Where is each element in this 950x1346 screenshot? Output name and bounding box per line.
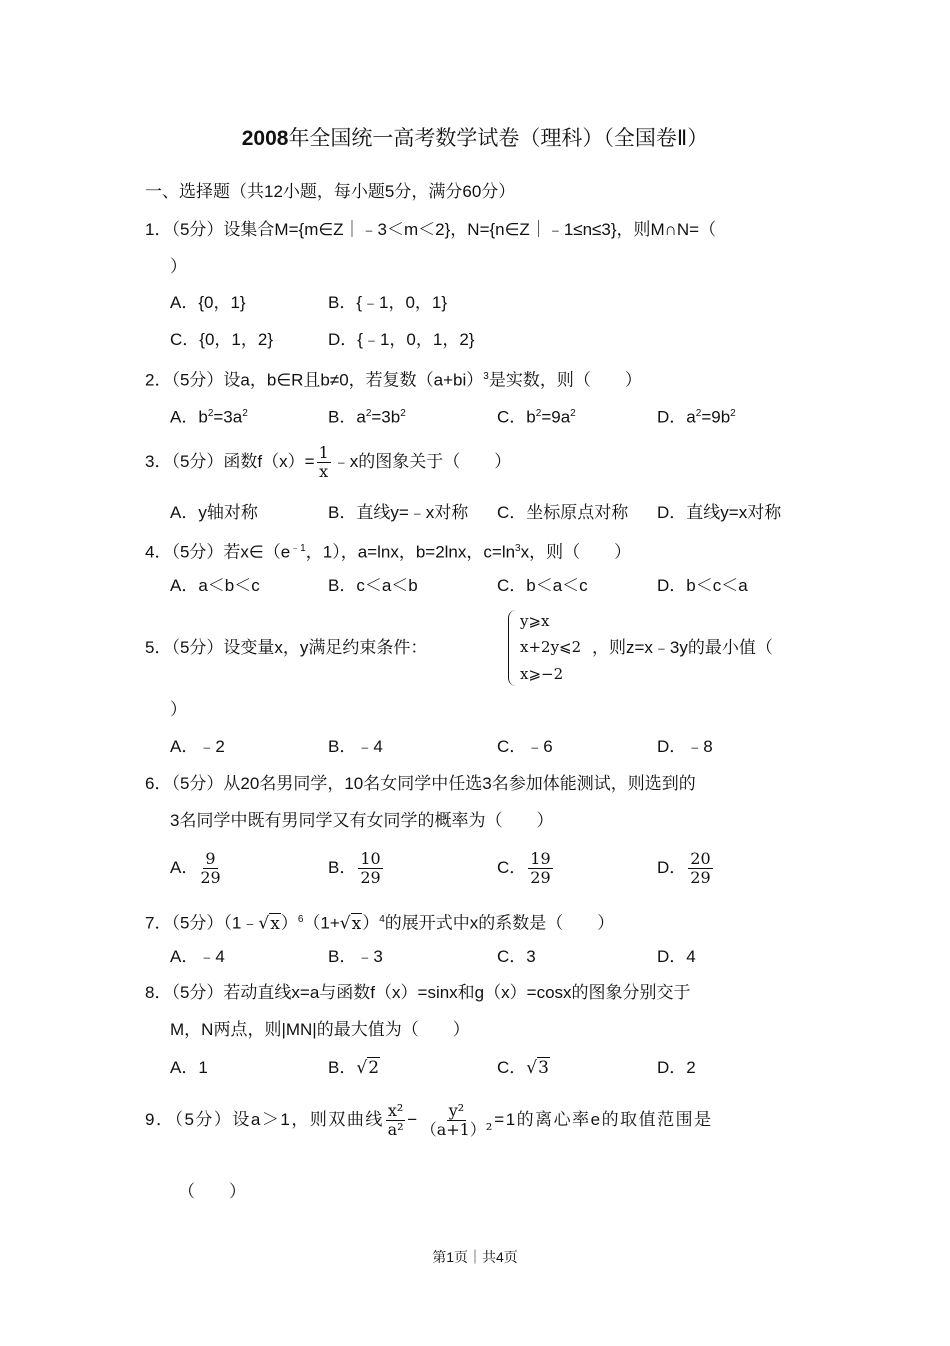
q-number: 4． <box>145 542 172 562</box>
q-text-cont: （ ） <box>178 1182 246 1201</box>
opt-text: 2 <box>686 1058 696 1077</box>
denominator: a² <box>387 1120 404 1140</box>
opt-label: D． <box>657 407 687 427</box>
q-text: （5分）若动直线x=a与函数f（x）=sinx和g（x）=cosx的图象分别交于 <box>171 983 691 1002</box>
q-text: （5分）设a，b∈R且b≠0，若复数（a+bi） <box>171 370 484 390</box>
q-number: 6． <box>145 774 172 793</box>
option-b <box>328 1057 380 1079</box>
option-d: D．{﹣1，0，1，2} <box>328 330 475 349</box>
q-number: 2． <box>145 370 172 390</box>
q-text: （5分）（1﹣ <box>171 913 259 933</box>
opt-label: C． <box>497 407 527 427</box>
fraction <box>421 1102 493 1139</box>
denominator: （a+1）² <box>420 1120 493 1140</box>
q-text: （5分）设变量x，y满足约束条件： <box>171 638 428 657</box>
title-text: 年全国统一高考数学试卷（理科）（全国卷Ⅱ） <box>288 127 709 150</box>
q-text: （5分）若x∈（e <box>171 542 291 562</box>
option-a: A．a＜b＜c <box>170 576 260 595</box>
option-a: A．{0，1} <box>170 293 246 312</box>
q-number: 9． <box>145 1110 175 1129</box>
radicand: x <box>351 913 362 934</box>
q-number: 3． <box>145 452 172 471</box>
option-d <box>657 1057 696 1079</box>
denominator: 29 <box>690 868 711 888</box>
option-c <box>497 1057 550 1079</box>
denominator: x <box>319 462 329 482</box>
opt-label: C． <box>497 858 527 877</box>
superscript: 2 <box>570 408 576 419</box>
opt-text: b <box>198 407 208 427</box>
opt-label: A． <box>170 858 199 877</box>
superscript: 4 <box>379 914 385 925</box>
constraint-2: x+2y⩽2 <box>520 638 582 656</box>
superscript: 2 <box>695 408 702 419</box>
denominator: 29 <box>360 868 381 888</box>
q-text: 的离心率e的取值范围是 <box>516 1110 713 1129</box>
numerator: 10 <box>360 849 381 869</box>
opt-label: D． <box>657 1058 687 1077</box>
q-number: 5． <box>145 638 172 657</box>
q-text: ﹣x的图象关于（ ） <box>332 452 512 471</box>
option-d: D．﹣8 <box>657 737 713 756</box>
option-c: C．{0，1，2} <box>170 330 273 349</box>
superscript: 2 <box>535 408 542 419</box>
numerator: 1 <box>318 443 329 463</box>
title-year: 2008 <box>241 127 289 150</box>
denominator: 29 <box>200 868 221 888</box>
opt-label: C． <box>497 1058 527 1077</box>
superscript: 2 <box>242 408 248 419</box>
option-d: D．4 <box>657 947 696 966</box>
question-9 <box>145 1100 713 1140</box>
sqrt: √x <box>339 913 362 934</box>
option-a: A．﹣2 <box>170 737 225 756</box>
opt-text: a <box>686 407 696 427</box>
q-text: ，1），a=lnx，b=2lnx，c=ln <box>305 542 516 562</box>
q-text: （5分）设集合M={m∈Z｜﹣3＜m＜2}，N={n∈Z｜﹣1≤n≤3}，则M∩N=（ <box>171 220 717 239</box>
radicand: 2 <box>368 1058 380 1078</box>
equals: =1 <box>494 1110 517 1129</box>
option-b: B．﹣4 <box>328 737 383 756</box>
option-d <box>657 403 736 429</box>
opt-label: B． <box>328 407 357 427</box>
option-c: C．﹣6 <box>497 737 553 756</box>
brace-symbol <box>508 610 519 686</box>
page-title <box>0 128 950 150</box>
opt-label: D． <box>657 858 687 877</box>
numerator: x² <box>387 1101 404 1121</box>
option-b: B．直线y=﹣x对称 <box>328 503 469 522</box>
question-7 <box>145 909 614 935</box>
q-text: ） <box>280 913 298 933</box>
option-b: B．{﹣1，0，1} <box>328 293 448 312</box>
superscript: ﹣1 <box>290 543 306 554</box>
option-b <box>328 848 385 888</box>
superscript: 2 <box>730 408 736 419</box>
opt-text: 1 <box>198 1058 208 1077</box>
numerator: 9 <box>205 849 216 869</box>
constraint-3: x⩾−2 <box>520 665 564 683</box>
minus-sign: − <box>407 1110 419 1129</box>
q-text-cont: ） <box>170 257 187 276</box>
q-number: 1． <box>145 220 172 239</box>
opt-text: a <box>356 407 366 427</box>
option-a <box>170 1057 208 1079</box>
question-8 <box>145 982 691 1004</box>
q-number: 8． <box>145 983 172 1002</box>
q-text: 是实数，则（ ） <box>488 370 642 390</box>
fraction <box>317 444 331 481</box>
question-1 <box>145 219 716 241</box>
opt-text: =9a <box>541 407 571 427</box>
opt-text: b <box>526 407 536 427</box>
option-d: D．b＜c＜a <box>657 576 748 595</box>
superscript: 2 <box>400 408 406 419</box>
q-text: ，则z=x﹣3y的最小值（ <box>592 638 773 657</box>
opt-label: B． <box>328 858 357 877</box>
superscript: 3 <box>515 543 521 554</box>
option-a <box>170 848 223 888</box>
option-c <box>497 403 576 429</box>
opt-text: =9b <box>701 407 731 427</box>
question-3 <box>145 442 511 482</box>
option-c: C．坐标原点对称 <box>497 503 629 522</box>
opt-text: =3b <box>371 407 401 427</box>
q-number: 7． <box>145 913 172 933</box>
numerator: y² <box>448 1101 465 1121</box>
fraction <box>688 850 712 887</box>
fraction <box>386 1102 405 1139</box>
q-text-cont: ） <box>170 700 187 719</box>
option-b: B．c＜a＜b <box>328 576 418 595</box>
q-text-cont: 3名同学中既有男同学又有女同学的概率为（ ） <box>170 811 554 830</box>
q-text: （5分）函数f（x）= <box>171 452 315 471</box>
section-heading: 一、选择题（共12小题，每小题5分，满分60分） <box>145 182 516 201</box>
option-d: D．直线y=x对称 <box>657 503 782 522</box>
fraction <box>358 850 382 887</box>
numerator: 19 <box>530 849 551 869</box>
sqrt: √x <box>258 913 280 934</box>
q-text: x，则（ ） <box>520 542 632 562</box>
q-text-cont: M，N两点，则|MN|的最大值为（ ） <box>170 1020 470 1039</box>
page-footer: 第1页｜共4页 <box>432 1249 518 1265</box>
option-a: A．﹣4 <box>170 947 225 966</box>
option-b <box>328 403 406 429</box>
radicand: 3 <box>538 1058 549 1078</box>
opt-label: A． <box>170 1058 199 1077</box>
option-c: C．b＜a＜c <box>497 576 588 595</box>
superscript: 2 <box>365 408 372 419</box>
question-2 <box>145 366 642 392</box>
option-a <box>170 403 248 429</box>
q-text: ） <box>362 913 380 933</box>
superscript: 2 <box>207 408 214 419</box>
option-c <box>497 848 555 888</box>
constraint-1: y⩾x <box>520 612 550 630</box>
q-text: 的展开式中x的系数是（ ） <box>384 913 615 933</box>
option-b: B．﹣3 <box>328 947 383 966</box>
q-text: （1+ <box>303 913 340 933</box>
radicand: x <box>270 913 280 934</box>
opt-text: =3a <box>213 407 243 427</box>
question-5 <box>145 637 427 659</box>
question-4 <box>145 538 631 564</box>
option-a: A．y轴对称 <box>170 503 258 522</box>
fraction <box>528 850 552 887</box>
option-d <box>657 848 715 888</box>
sqrt: √2 <box>356 1058 380 1078</box>
sqrt: √3 <box>526 1058 549 1078</box>
option-c: C．3 <box>497 947 536 966</box>
question-6 <box>145 773 696 795</box>
opt-label: B． <box>328 1058 357 1077</box>
q-text: （5分）设a＞1，则双曲线 <box>174 1110 384 1129</box>
opt-label: A． <box>170 407 199 427</box>
q-text: （5分）从20名男同学，10名女同学中任选3名参加体能测试，则选到的 <box>171 774 696 793</box>
denominator: 29 <box>530 868 551 888</box>
fraction <box>200 850 220 887</box>
superscript: 3 <box>483 371 489 382</box>
numerator: 20 <box>690 849 711 869</box>
superscript: 6 <box>297 914 304 925</box>
